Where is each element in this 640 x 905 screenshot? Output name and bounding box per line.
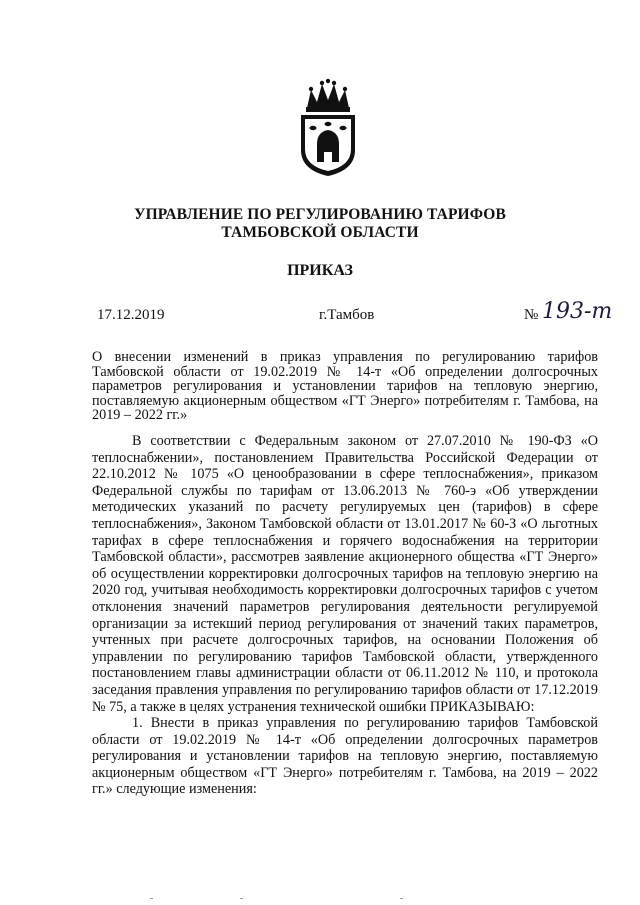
shield-icon bbox=[301, 115, 355, 176]
coat-of-arms-emblem bbox=[293, 78, 363, 178]
crown-icon bbox=[306, 79, 350, 112]
organization-name-line1: УПРАВЛЕНИЕ ПО РЕГУЛИРОВАНИЮ ТАРИФОВ bbox=[134, 206, 506, 223]
page-edge-mark bbox=[150, 898, 153, 899]
body-paragraph-1: В соответствии с Федеральным законом от 27.07.2010 № 190-ФЗ «О теплоснабжении», постановлением Правительства Российской Федерации от 22.10.2012 № 1075 «О ценообразовании в сфере теплоснабжения», приказом Федеральной службы по тарифам от 13.06.2013 № 760-э «Об утверждении методических указаний по расчету регулируемых цен (тарифов) в сфере теплоснабжения», Законом Тамбовской области от 13.01.2017 № 60-З «О льготных тарифах в сфере теплоснабжения и горячего водоснабжения на территории Тамбовской области», рассмотрев заявление акционерного общества «ГТ Энерго» об осуществлении корректировки долгосрочных тарифов на тепловую энергию на 2020 год, учитывая необходимость корректировки долгосрочных тарифов с учетом отклонения значений параметров регулирования деятельности регулируемой организации за истекший период регулирования от значений таких параметров, учтенных при расчете долгосрочных тарифов, на основании Положения об управлении по регулированию тарифов Тамбовской области, утвержденного постановлением главы администрации области от 06.11.2012 № 110, и протокола заседания правления управления по регулированию тарифов области от 17.12.2019 № 75, а также в целях устранения технической ошибки ПРИКАЗЫВАЮ: bbox=[92, 433, 598, 715]
document-subject: О внесении изменений в приказ управления по регулированию тарифов Тамбовской области от 19.02.2019 № 14-т «Об определении долгосрочных параметров регулирования и установлении тарифов на тепловую энергию, поставляемую акционерным обществом «ГТ Энерго» потребителям г. Тамбова, на 2019 – 2022 гг.» bbox=[92, 349, 598, 423]
document-body bbox=[92, 433, 598, 798]
organization-name-line2: ТАМБОВСКОЙ ОБЛАСТИ bbox=[221, 224, 419, 241]
document-city: г.Тамбов bbox=[319, 307, 375, 323]
document-number-handwritten: 193-т bbox=[542, 299, 613, 324]
document-date: 17.12.2019 bbox=[97, 307, 165, 323]
document-number-label: № bbox=[524, 307, 539, 323]
body-paragraph-2: 1. Внести в приказ управления по регулированию тарифов Тамбовской области от 19.02.2019 № 14-т «Об определении долгосрочных параметров регулирования и установлении тарифов на тепловую энергию, поставляемую акционерным обществом «ГТ Энерго» потребителям г. Тамбова, на 2019 – 2022 гг.» следующие изменения: bbox=[92, 715, 598, 798]
page-edge-mark bbox=[240, 898, 243, 899]
page-edge-mark bbox=[400, 898, 403, 899]
document-type: ПРИКАЗ bbox=[287, 262, 353, 279]
